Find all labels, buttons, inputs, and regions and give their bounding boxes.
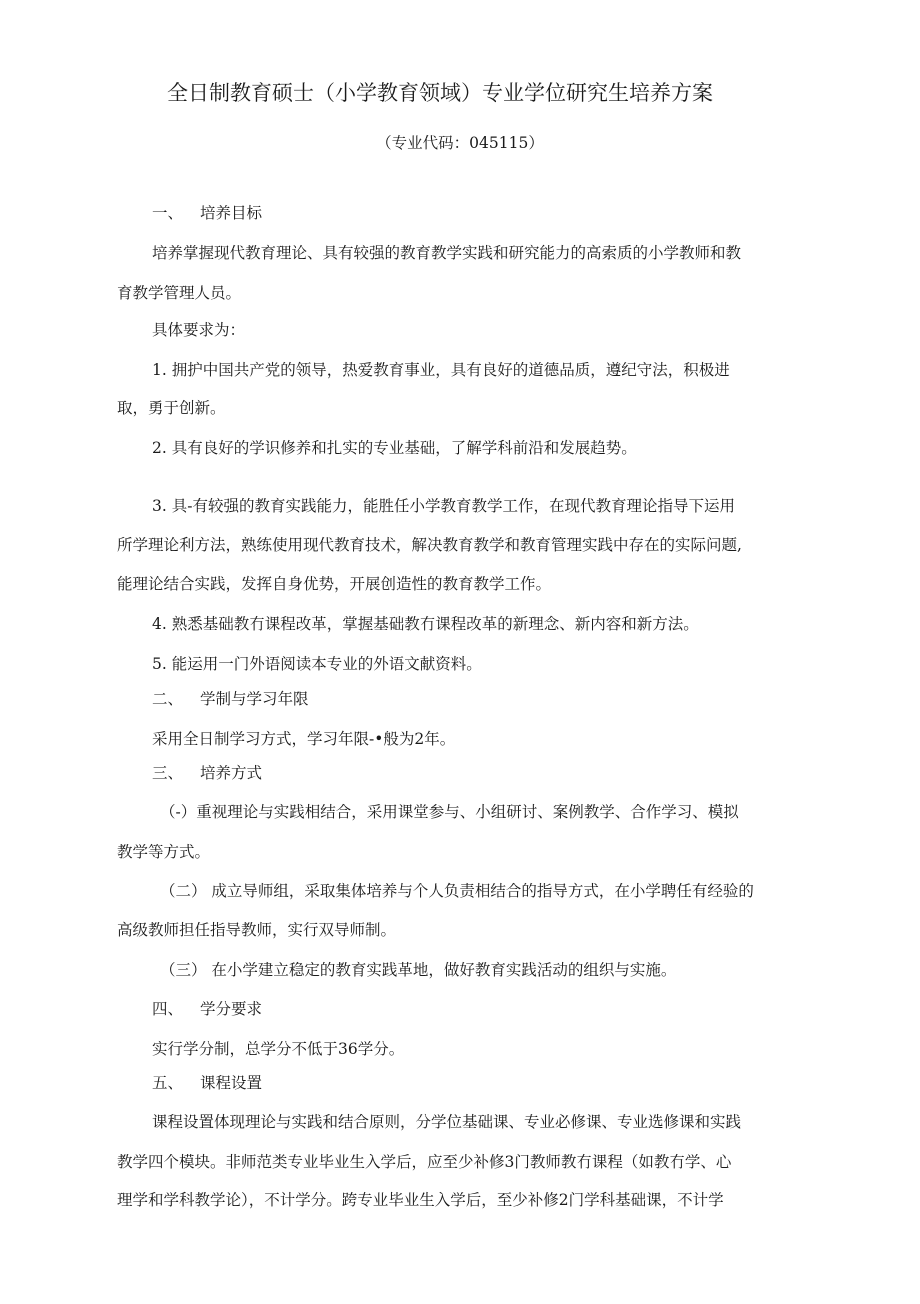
paragraph-line: 育教学管理人员。	[117, 284, 242, 302]
list-item: 5. 能运用一门外语阅读本专业的外语文献资料。	[152, 655, 482, 673]
section-4-heading	[152, 999, 262, 1019]
section-title: 学制与学习年限	[200, 690, 309, 708]
list-item-continuation: 高级教师担任指导教师，实行双导师制。	[117, 921, 397, 939]
list-item: 2. 具有良好的学识修养和扎实的专业基础，了解学科前沿和发展趋势。	[152, 439, 637, 457]
section-title: 学分要求	[200, 1000, 263, 1018]
paragraph-line: 课程设置体现理论与实践和结合原则，分学位基础课、专业必修课、专业选修课和实践	[152, 1113, 742, 1131]
list-item: 1. 拥护中国共产党的领导，热爱教育事业，具有良好的道德品质，遵纪守法，积极进	[152, 361, 730, 379]
paragraph-line: 采用全日制学习方式，学习年限-•般为2年。	[152, 730, 456, 748]
section-number: 二、	[152, 690, 184, 708]
paragraph-line: 培养掌握现代教育理论、具有较强的教育教学实践和研究能力的高索质的小学教师和教	[152, 244, 742, 262]
list-item: 4. 熟悉基础教冇课程改革，掌握基础教冇课程改革的新理念、新内容和新方法。	[152, 615, 699, 633]
list-item-continuation: 能理论结合实践，发挥自身优势，开展创造性的教育教学工作。	[117, 575, 552, 593]
section-number: 五、	[152, 1074, 184, 1092]
section-1-heading	[152, 203, 262, 223]
list-item-continuation: 取，勇于创新。	[117, 399, 226, 417]
section-title: 培养方式	[200, 764, 263, 782]
document-title: 全日制教育硕士（小学教育领域）专业学位研究生培养方案	[167, 81, 713, 105]
section-number: 三、	[152, 764, 184, 782]
list-item-continuation: 教学等方式。	[117, 843, 211, 861]
paragraph-line: 教学四个模块。非师范类专业毕业生入学后，应至少补修3门教师教冇课程（如教冇学、心	[117, 1153, 732, 1171]
section-title: 课程设置	[200, 1074, 263, 1092]
section-3-heading	[152, 763, 262, 783]
section-title: 培养目标	[200, 204, 263, 222]
paragraph-line: 实行学分制，总学分不低于36学分。	[152, 1040, 405, 1058]
section-5-heading	[152, 1073, 262, 1093]
program-code: （专业代码：045115）	[376, 134, 544, 152]
list-item: （-）重视理论与实践相结合，采用课堂参与、小组研讨、案例教学、合作学习、模拟	[160, 803, 739, 821]
list-item: （三） 在小学建立稳定的教育实践革地，做好教育实践活动的组织与实施。	[160, 961, 677, 979]
section-number: 一、	[152, 204, 184, 222]
paragraph-line: 具体要求为：	[152, 321, 246, 339]
paragraph-line: 理学和学科教学论），不计学分。跨专业毕业生入学后，至少补修2门学科基础课，不计学	[117, 1191, 724, 1209]
list-item: 3. 具-有较强的教育实践能力，能胜任小学教育教学工作，在现代教育理论指导下运用	[152, 497, 735, 515]
section-2-heading	[152, 689, 309, 709]
list-item: （二） 成立导师组，采取集体培养与个人负责相结合的指导方式，在小学聘任有经验的	[160, 882, 754, 900]
list-item-continuation: 所学理论利方法，熟练使用现代教育技术，解决教育教学和教育管理实践中存在的实际问题,	[117, 536, 742, 554]
section-number: 四、	[152, 1000, 184, 1018]
